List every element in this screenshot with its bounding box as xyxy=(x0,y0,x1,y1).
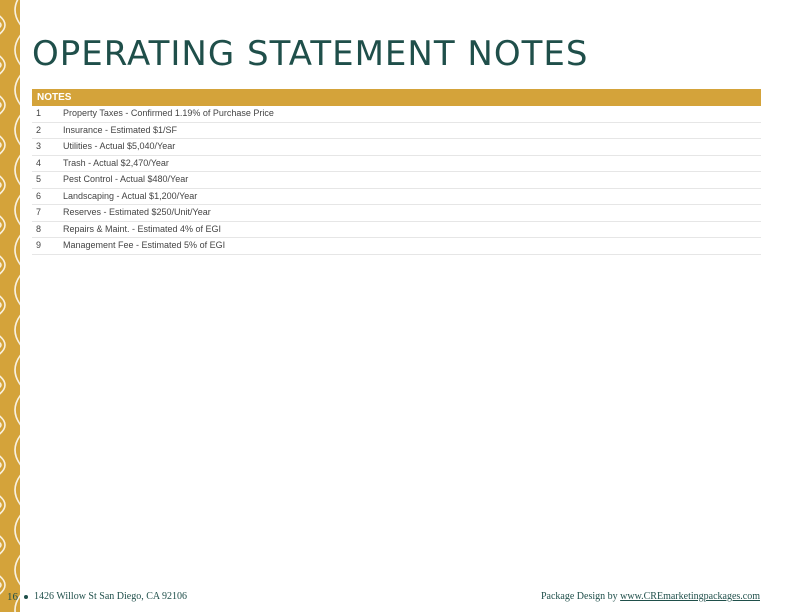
page-number: 16 xyxy=(7,591,18,603)
note-number: 1 xyxy=(36,108,42,118)
note-text: Landscaping - Actual $1,200/Year xyxy=(63,190,198,201)
page-title: OPERATING STATEMENT NOTES xyxy=(32,34,589,74)
note-number: 9 xyxy=(36,240,42,250)
notes-table xyxy=(32,89,761,255)
note-text: Insurance - Estimated $1/SF xyxy=(63,124,178,135)
footer xyxy=(0,588,792,608)
decorative-side-pattern xyxy=(0,0,20,612)
table-row xyxy=(32,172,761,189)
design-credit xyxy=(541,591,760,602)
note-text: Property Taxes - Confirmed 1.19% of Purchase Price xyxy=(63,108,274,118)
table-row xyxy=(32,238,761,255)
table-row xyxy=(32,123,761,140)
note-text: Repairs & Maint. - Estimated 4% of EGI xyxy=(63,223,222,234)
table-row xyxy=(32,205,761,222)
note-number: 5 xyxy=(36,174,42,184)
note-text: Pest Control - Actual $480/Year xyxy=(63,174,189,184)
note-number: 2 xyxy=(36,124,42,135)
table-row xyxy=(32,222,761,239)
note-text: Management Fee - Estimated 5% of EGI xyxy=(63,240,226,250)
notes-header: NOTES xyxy=(32,89,761,106)
property-address: 1426 Willow St San Diego, CA 92106 xyxy=(34,591,188,602)
note-text: Trash - Actual $2,470/Year xyxy=(63,157,169,168)
note-number: 6 xyxy=(36,190,42,201)
note-number: 8 xyxy=(36,223,42,234)
table-row xyxy=(32,106,761,123)
credit-prefix: Package Design by xyxy=(540,591,621,602)
note-number: 7 xyxy=(36,207,42,217)
note-number: 4 xyxy=(36,157,42,168)
table-row xyxy=(32,156,761,173)
table-row xyxy=(32,139,761,156)
bullet-icon xyxy=(24,595,28,599)
note-text: Reserves - Estimated $250/Unit/Year xyxy=(63,207,211,217)
note-text: Utilities - Actual $5,040/Year xyxy=(63,141,176,151)
wave-pattern-icon xyxy=(0,0,20,612)
note-number: 3 xyxy=(36,141,42,151)
credit-link[interactable]: www.CREmarketingpackages.com xyxy=(620,591,760,602)
table-row xyxy=(32,189,761,206)
